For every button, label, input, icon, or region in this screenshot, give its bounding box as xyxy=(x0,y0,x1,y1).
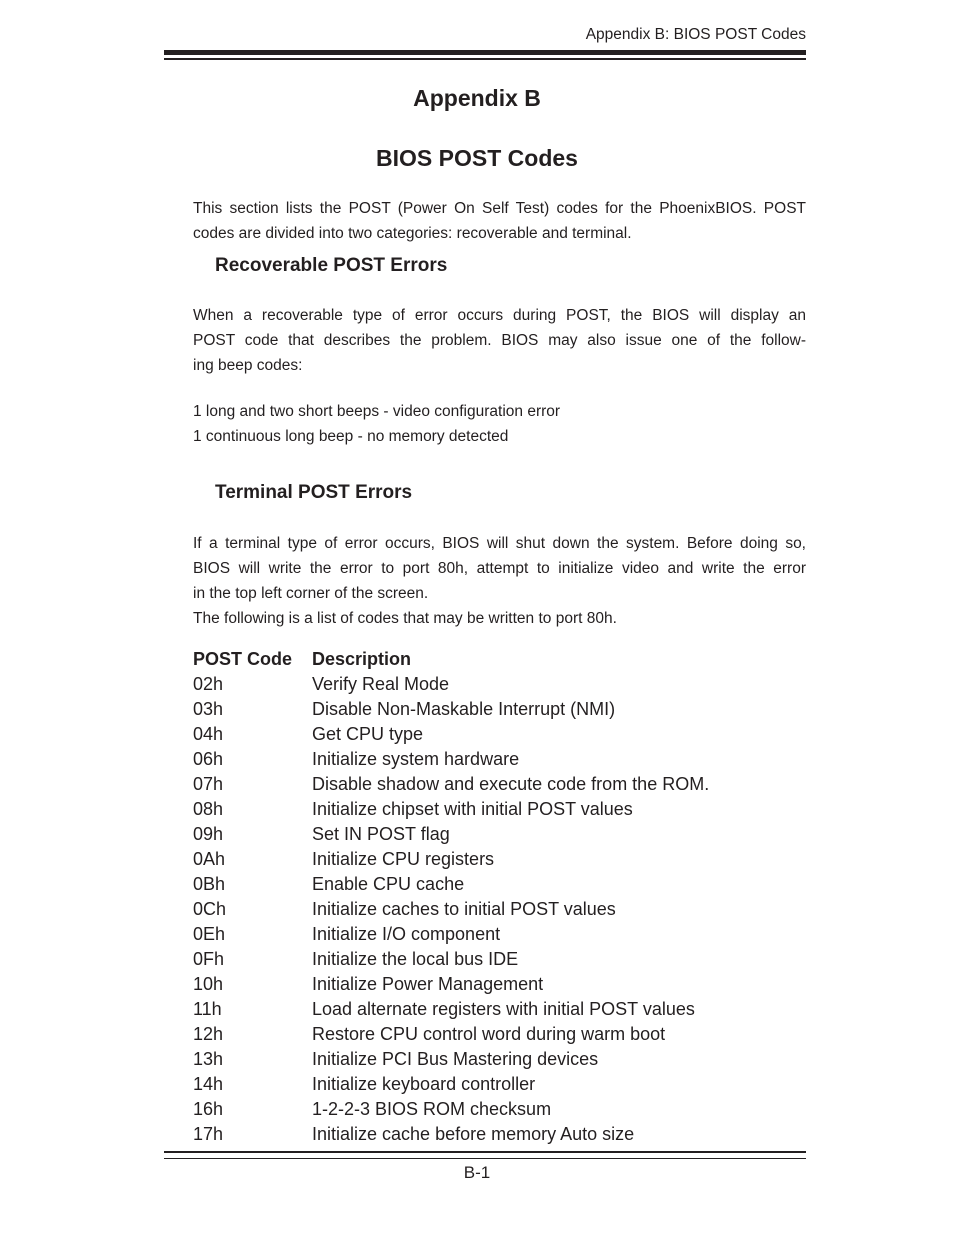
post-code-description: Verify Real Mode xyxy=(312,674,450,694)
post-code-description: Load alternate registers with initial POST values xyxy=(312,999,695,1019)
page-number: B-1 xyxy=(463,1163,491,1182)
running-header: Appendix B: BIOS POST Codes xyxy=(585,26,806,43)
table-row xyxy=(193,1122,806,1147)
post-code-description: Set IN POST flag xyxy=(312,824,450,844)
post-code: 16h xyxy=(193,1099,224,1119)
post-code: 07h xyxy=(193,774,224,794)
post-code: 13h xyxy=(193,1049,224,1069)
post-code: 04h xyxy=(193,724,224,744)
table-row xyxy=(193,1072,806,1097)
table-row xyxy=(193,772,806,797)
recoverable-line: ing beep codes: xyxy=(193,357,303,374)
intro-line: This section lists the POST (Power On Self Test) codes for the PhoenixBIOS. POST xyxy=(193,200,806,217)
table-row xyxy=(193,997,806,1022)
terminal-paragraph xyxy=(193,531,806,631)
post-code: 08h xyxy=(193,799,224,819)
table-row xyxy=(193,922,806,947)
table-row xyxy=(193,1022,806,1047)
intro-line: codes are divided into two categories: recoverable and terminal. xyxy=(193,225,632,242)
table-row xyxy=(193,947,806,972)
post-code: 03h xyxy=(193,699,224,719)
post-code-description: Enable CPU cache xyxy=(312,874,465,894)
post-code-description: Get CPU type xyxy=(312,724,424,744)
table-row xyxy=(193,747,806,772)
post-code-description: Initialize chipset with initial POST values xyxy=(312,799,633,819)
post-code: 12h xyxy=(193,1024,224,1044)
post-code-description: Initialize the local bus IDE xyxy=(312,949,519,969)
table-row xyxy=(193,1097,806,1122)
beep-code: 1 continuous long beep - no memory detected xyxy=(193,428,509,445)
post-code-table xyxy=(193,647,806,1147)
table-row xyxy=(193,822,806,847)
table-row xyxy=(193,672,806,697)
post-code-description: Initialize CPU registers xyxy=(312,849,495,869)
post-code-description: Disable Non-Maskable Interrupt (NMI) xyxy=(312,699,616,719)
post-code-description: Initialize caches to initial POST values xyxy=(312,899,616,919)
recoverable-paragraph xyxy=(193,303,806,378)
terminal-heading: Terminal POST Errors xyxy=(215,482,413,503)
post-code: 0Eh xyxy=(193,924,226,944)
post-code: 0Ch xyxy=(193,899,227,919)
post-code-description: Initialize system hardware xyxy=(312,749,520,769)
column-header-description: Description xyxy=(312,649,412,669)
post-code-description: 1-2-2-3 BIOS ROM checksum xyxy=(312,1099,552,1119)
table-row xyxy=(193,872,806,897)
post-code: 06h xyxy=(193,749,224,769)
beep-code: 1 long and two short beeps - video configuration error xyxy=(193,403,561,420)
header-rule-thick xyxy=(164,50,806,55)
table-row xyxy=(193,1047,806,1072)
post-code: 0Ah xyxy=(193,849,226,869)
post-code-description: Initialize PCI Bus Mastering devices xyxy=(312,1049,599,1069)
terminal-line: in the top left corner of the screen. xyxy=(193,585,429,602)
column-header-code: POST Code xyxy=(193,649,293,669)
recoverable-line: POST code that describes the problem. BIOS may also issue one of the follow- xyxy=(193,332,806,349)
table-row xyxy=(193,797,806,822)
table-row xyxy=(193,847,806,872)
header-rule-thin xyxy=(164,58,806,60)
post-code-description: Restore CPU control word during warm boot xyxy=(312,1024,666,1044)
recoverable-heading: Recoverable POST Errors xyxy=(215,255,448,276)
post-code-description: Initialize Power Management xyxy=(312,974,544,994)
post-code-description: Initialize keyboard controller xyxy=(312,1074,536,1094)
post-code: 0Bh xyxy=(193,874,226,894)
post-code-description: Initialize I/O component xyxy=(312,924,501,944)
post-code: 0Fh xyxy=(193,949,225,969)
footer-rule-thin xyxy=(164,1158,806,1159)
appendix-title: Appendix B xyxy=(413,85,541,111)
post-code: 17h xyxy=(193,1124,224,1144)
table-row xyxy=(193,972,806,997)
post-code: 09h xyxy=(193,824,224,844)
table-header-row xyxy=(193,647,806,672)
intro-paragraph xyxy=(193,196,806,246)
chapter-title: BIOS POST Codes xyxy=(376,145,578,171)
terminal-line: The following is a list of codes that may be written to port 80h. xyxy=(193,610,617,627)
recoverable-line: When a recoverable type of error occurs during POST, the BIOS will display an xyxy=(193,307,806,324)
footer-rule-thick xyxy=(164,1151,806,1153)
post-code: 10h xyxy=(193,974,224,994)
table-row xyxy=(193,897,806,922)
post-code: 02h xyxy=(193,674,224,694)
post-code: 14h xyxy=(193,1074,224,1094)
terminal-line: If a terminal type of error occurs, BIOS will shut down the system. Before doing so, xyxy=(193,535,806,552)
table-row xyxy=(193,697,806,722)
post-code-description: Disable shadow and execute code from the ROM. xyxy=(312,774,710,794)
post-code: 11h xyxy=(193,999,222,1019)
post-code-description: Initialize cache before memory Auto size xyxy=(312,1124,635,1144)
terminal-line: BIOS will write the error to port 80h, attempt to initialize video and write the error xyxy=(193,560,806,577)
table-row xyxy=(193,722,806,747)
